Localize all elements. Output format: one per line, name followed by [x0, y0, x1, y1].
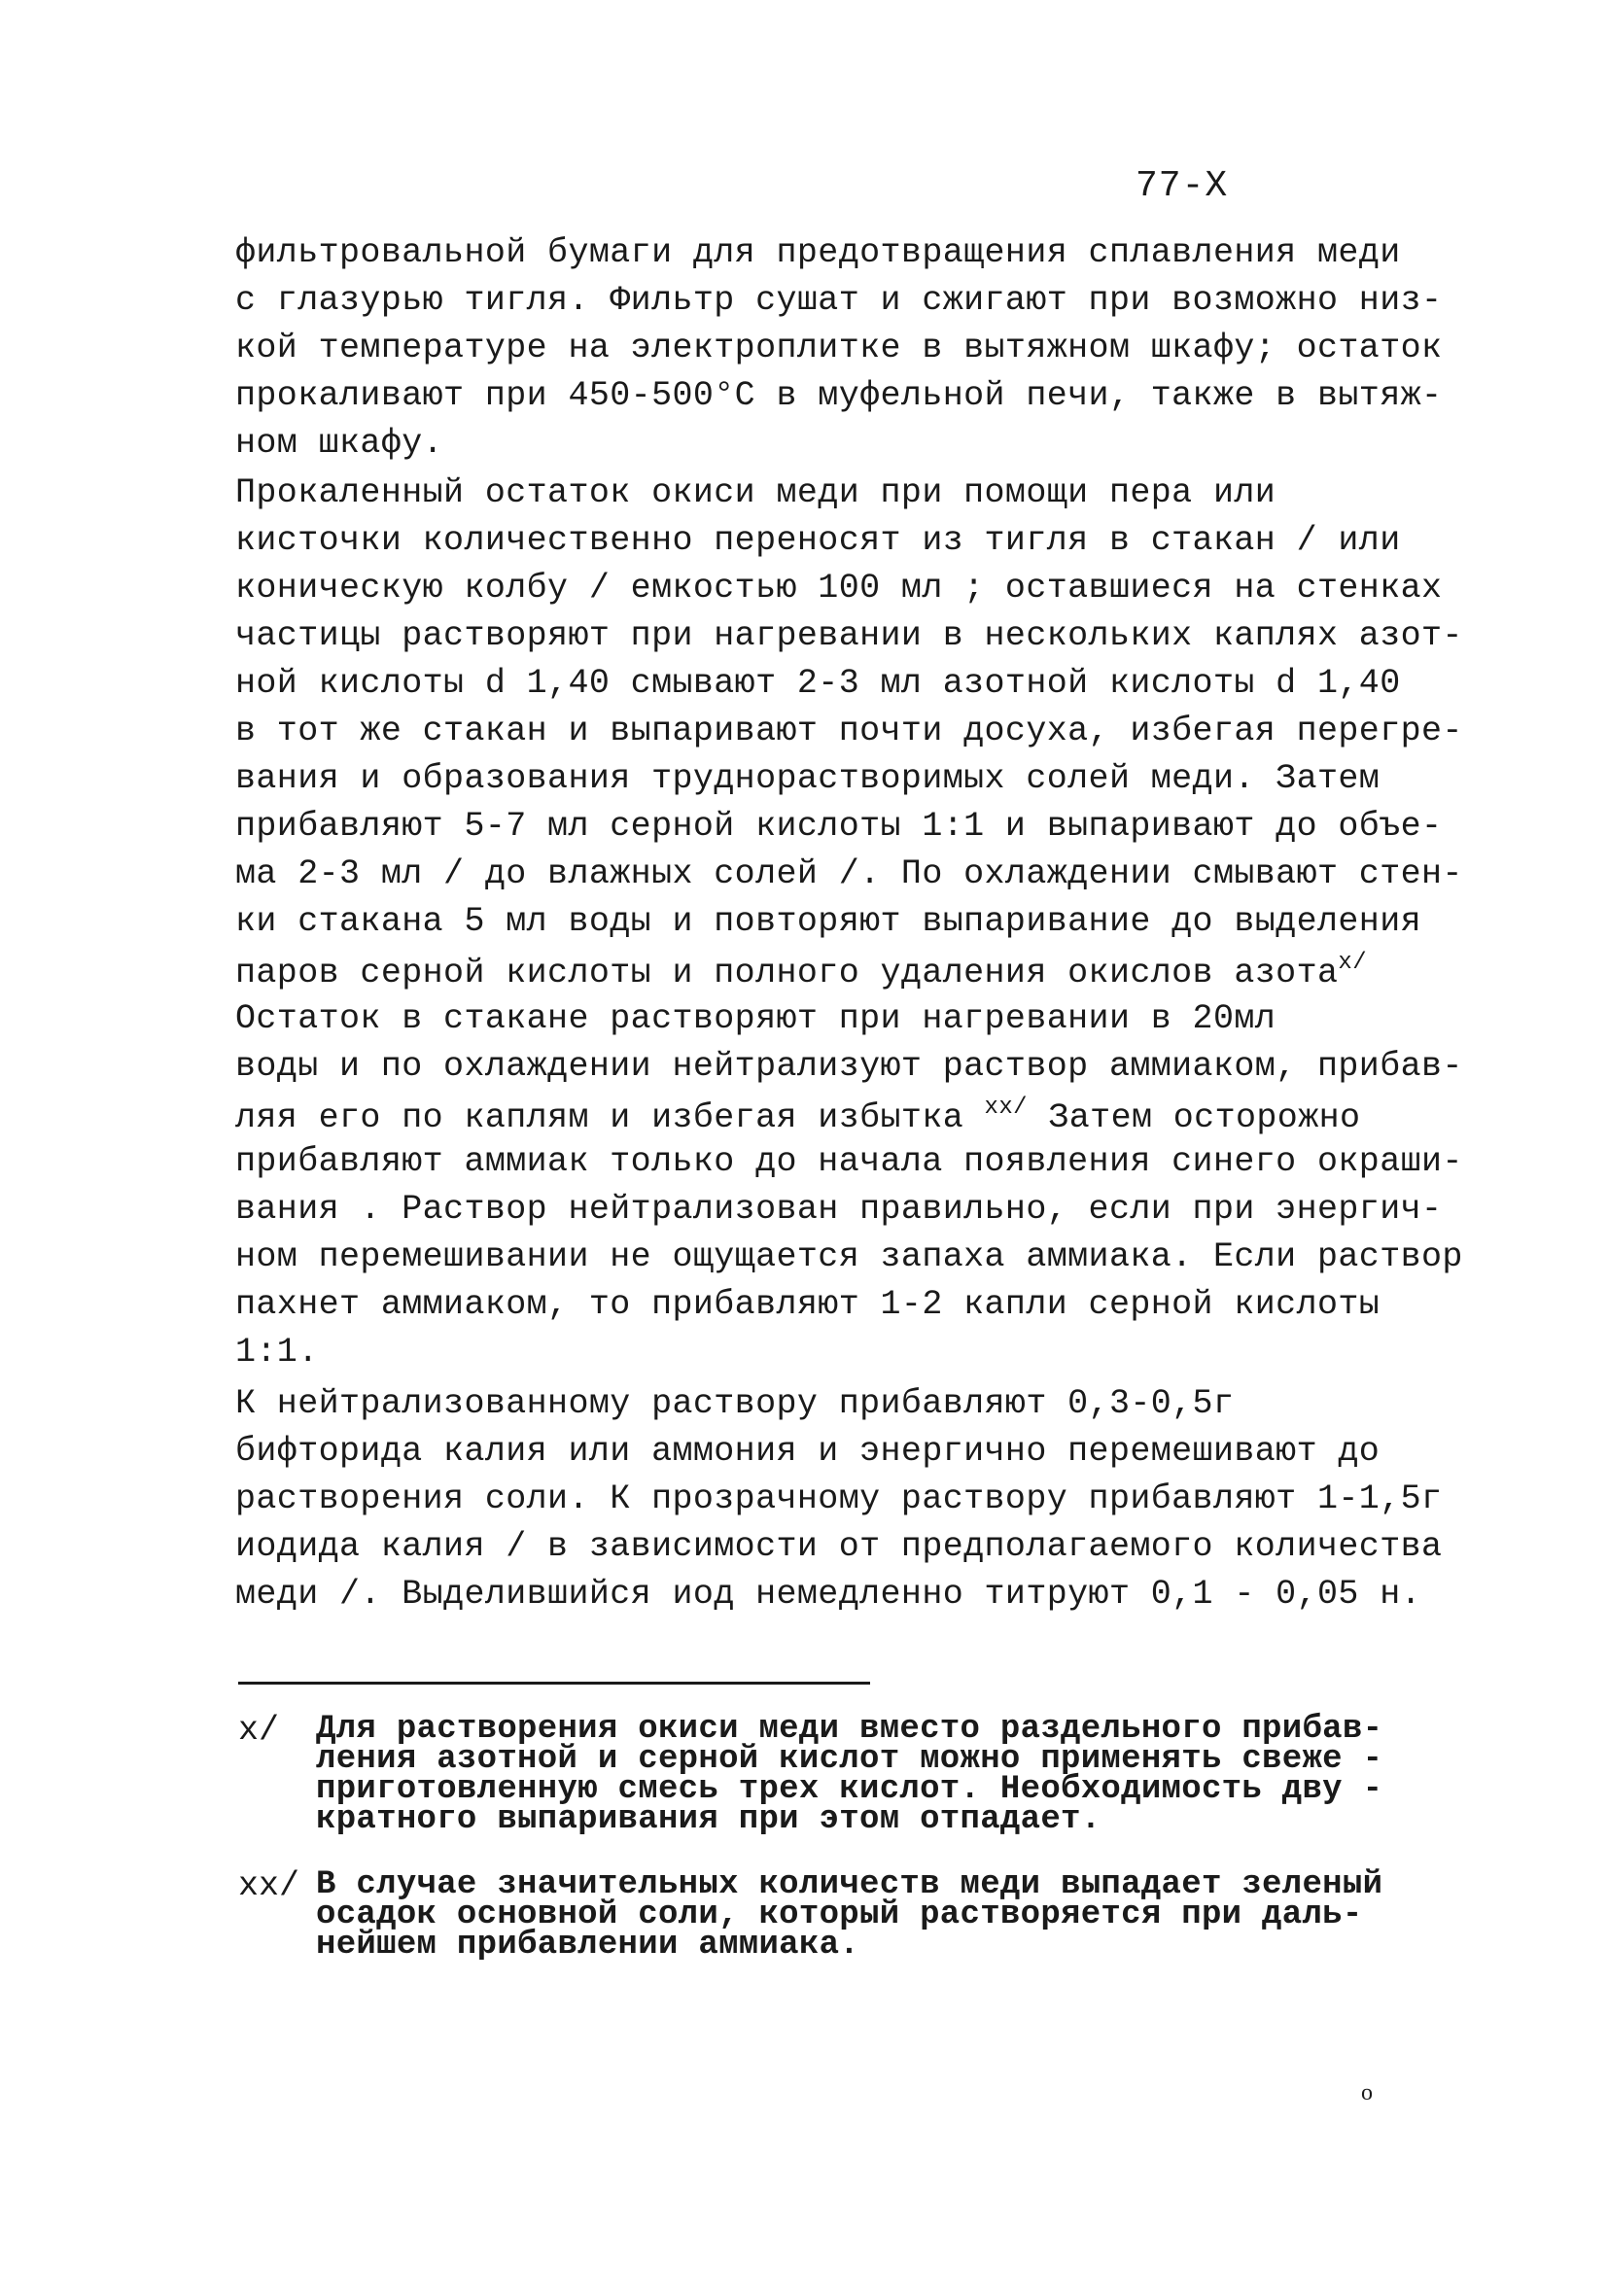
body-line: К нейтрализованному раствору прибавляют 0,3-0,5г [235, 1384, 1235, 1423]
body-line: иодида калия / в зависимости от предполагаемого количества [235, 1527, 1443, 1566]
footnote-line: ления азотной и серной кислот можно применять свеже - [316, 1741, 1383, 1778]
body-line: меди /. Выделившийся иод немедленно титруют 0,1 - 0,05 н. [235, 1575, 1421, 1614]
footnote-ref-1: x/ [1338, 950, 1367, 976]
body-line: ки стакана 5 мл воды и повторяют выпаривание до выделения [235, 902, 1421, 941]
page-number: 77-X [1136, 165, 1229, 207]
body-line: коническую колбу / емкостью 100 мл ; оставшиеся на стенках [235, 569, 1443, 608]
body-line: бифторида калия или аммония и энергично перемешивают до [235, 1432, 1381, 1471]
footnote-line: нейшем прибавлении аммиака. [316, 1927, 859, 1964]
body-line: в тот же стакан и выпаривают почти досуха, избегая перегре- [235, 712, 1463, 750]
footnote-line: В случае значительных количеств меди выпадает зеленый [316, 1866, 1383, 1903]
body-line: кисточки количественно переносят из тигля в стакан / или [235, 521, 1401, 560]
body-line: прокаливают при 450-500°С в муфельной печи, также в вытяж- [235, 376, 1443, 415]
body-line: ной кислоты d 1,40 смывают 2-3 мл азотной кислоты d 1,40 [235, 664, 1401, 703]
body-line: пахнет аммиаком, то прибавляют 1-2 капли серной кислоты [235, 1285, 1381, 1324]
body-line: воды и по охлаждении нейтрализуют раствор аммиаком, прибав- [235, 1047, 1463, 1086]
body-line: прибавляют 5-7 мл серной кислоты 1:1 и выпаривают до объе- [235, 807, 1443, 846]
body-line: ном шкафу. [235, 424, 444, 463]
footnote-mark: x/ [238, 1711, 280, 1750]
body-line: ма 2-3 мл / до влажных солей /. По охлаждении смывают стен- [235, 854, 1463, 893]
footnote-mark: xx/ [238, 1866, 300, 1905]
body-line: с глазурью тигля. Фильтр сушат и сжигают при возможно низ- [235, 281, 1443, 320]
footnote-line: приготовленную смесь трех кислот. Необходимость дву - [316, 1771, 1383, 1808]
page-footer-mark: o [1361, 2080, 1373, 2105]
body-line: Остаток в стакане растворяют при нагревании в 20мл [235, 999, 1276, 1038]
footnote-line: осадок основной соли, который растворяется при даль- [316, 1896, 1363, 1933]
body-line-continuation: Затем осторожно [1027, 1098, 1361, 1137]
body-line: вания и образования труднорастворимых солей меди. Затем [235, 759, 1381, 798]
footnote-ref-2: xx/ [984, 1095, 1028, 1121]
body-line-text: ляя его по каплям и избегая избытка [235, 1098, 985, 1137]
body-line: прибавляют аммиак только до начала появления синего окраши- [235, 1142, 1463, 1181]
body-line: фильтровальной бумаги для предотвращения сплавления меди [235, 233, 1401, 272]
body-line: ном перемешивании не ощущается запаха аммиака. Если раствор [235, 1237, 1463, 1276]
body-line: 1:1. [235, 1333, 319, 1372]
body-line: Прокаленный остаток окиси меди при помощи пера или [235, 473, 1276, 512]
body-line: вания . Раствор нейтрализован правильно, если при энергич- [235, 1190, 1443, 1229]
footnote-line: кратного выпаривания при этом отпадает. [316, 1801, 1101, 1838]
body-line: кой температуре на электроплитке в вытяжном шкафу; остаток [235, 329, 1443, 367]
footnote-line: Для растворения окиси меди вместо раздельного прибав- [316, 1711, 1383, 1748]
body-line-text: паров серной кислоты и полного удаления окислов азота [235, 954, 1339, 992]
footnote-separator [238, 1682, 870, 1685]
body-line: частицы растворяют при нагревании в нескольких каплях азот- [235, 616, 1463, 655]
body-line: растворения соли. К прозрачному раствору прибавляют 1-1,5г [235, 1479, 1443, 1518]
body-line-with-footnote-ref [235, 1095, 1360, 1137]
body-line-with-footnote-ref [235, 950, 1367, 992]
